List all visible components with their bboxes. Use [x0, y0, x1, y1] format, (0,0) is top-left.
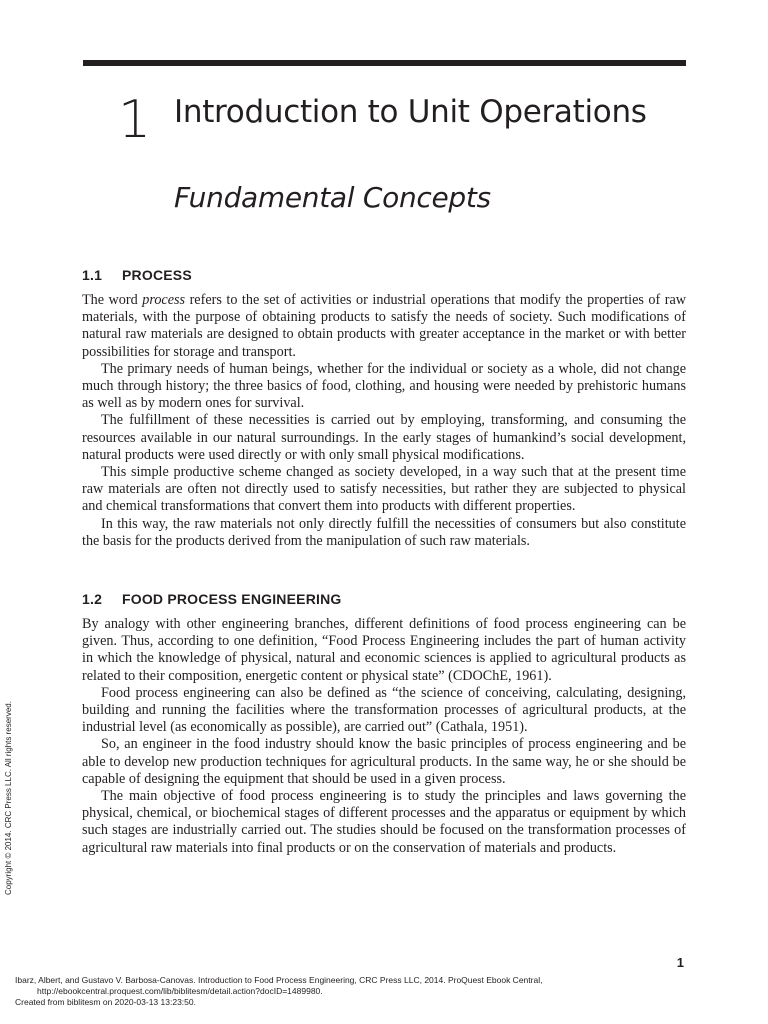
page-number: 1 [676, 955, 684, 970]
citation-link[interactable]: http://ebookcentral.proquest.com/lib/biblitesm/detail.action?docID=1489980. [37, 986, 323, 996]
paragraph: Food process engineering can also be defined as “the science of conceiving, calculating, designing, building and running the facilities where the transformation processes of agricultural products, at the industrial level (as economically as possible), are carried out” (Cathala, 1951). [82, 684, 686, 736]
section-heading-food-process-engineering [82, 591, 342, 607]
citation-footer [15, 975, 755, 1008]
paragraph: By analogy with other engineering branches, different definitions of food process engineering can be given. Thus, according to one definition, “Food Process Engineering includes the part of human activity in which the knowledge of physical, natural and economic sciences is applied to agricultural products as related to their composition, energetic content or physical state” (CDOChE, 1961). [82, 616, 686, 684]
defined-term: process [142, 292, 186, 308]
paragraph: So, an engineer in the food industry should know the basic principles of process engineering and be able to develop new production techniques for agricultural products. In the same way, he or she should be capable of designing the equipment that should be used in a given process. [82, 736, 686, 787]
chapter-top-rule [83, 60, 686, 66]
section-body-food-process-engineering [82, 616, 686, 857]
citation-line: Ibarz, Albert, and Gustavo V. Barbosa-Canovas. Introduction to Food Process Engineering, CRC Press LLC, 2014. ProQuest Ebook Central, [15, 975, 543, 985]
paragraph-text: refers to the set of activities or industrial operations that modify the properties of raw materials, with the purpose of obtaining products to satisfy the needs of society. Such modifications of natural raw materials are designed to obtain products with greater acceptance in the market or with better possibilities for storage and transport. [82, 292, 687, 360]
paragraph: The primary needs of human beings, whether for the individual or society as a whole, did not change much through history; the three basics of food, clothing, and housing were needed by prehistoric humans as well as by modern ones for survival. [82, 360, 686, 412]
paragraph: The fulfillment of these necessities is carried out by employing, transforming, and consuming the resources available in our natural surroundings. In the early stages of humankind’s social development, natural products were used directly or with only small physical modifications. [82, 412, 686, 463]
paragraph [82, 292, 686, 361]
section-body-process [82, 292, 686, 550]
section-title: FOOD PROCESS ENGINEERING [122, 591, 342, 607]
chapter-number: 1 [118, 90, 152, 150]
chapter-title: Introduction to Unit Operations [174, 94, 647, 130]
paragraph-lead: The word [82, 292, 143, 308]
section-title: PROCESS [122, 267, 192, 283]
section-number: 1.2 [82, 591, 103, 607]
paragraph: In this way, the raw materials not only directly fulfill the necessities of consumers but also constitute the basis for the products derived from the manipulation of such raw materials. [82, 515, 686, 549]
chapter-subtitle: Fundamental Concepts [174, 181, 491, 214]
paragraph: This simple productive scheme changed as society developed, in a way such that at the present time raw materials are often not directly used to satisfy necessities, but rather they are subjected to physical and chemical transformations that convert them into products with different properties. [82, 464, 686, 515]
citation-line: Created from biblitesm on 2020-03-13 13:23:50. [15, 997, 196, 1007]
section-number: 1.1 [82, 267, 103, 283]
paragraph: The main objective of food process engineering is to study the principles and laws governing the physical, chemical, or biochemical stages of different processes and the apparatus or equipment by which such stages are industrially carried out. The studies should be focused on the transformation processes of agricultural raw materials into final products or on the conservation of materials and products. [82, 788, 686, 856]
side-copyright-notice: Copyright © 2014. CRC Press LLC. All rights reserved. [4, 701, 13, 895]
section-heading-process [82, 267, 192, 283]
